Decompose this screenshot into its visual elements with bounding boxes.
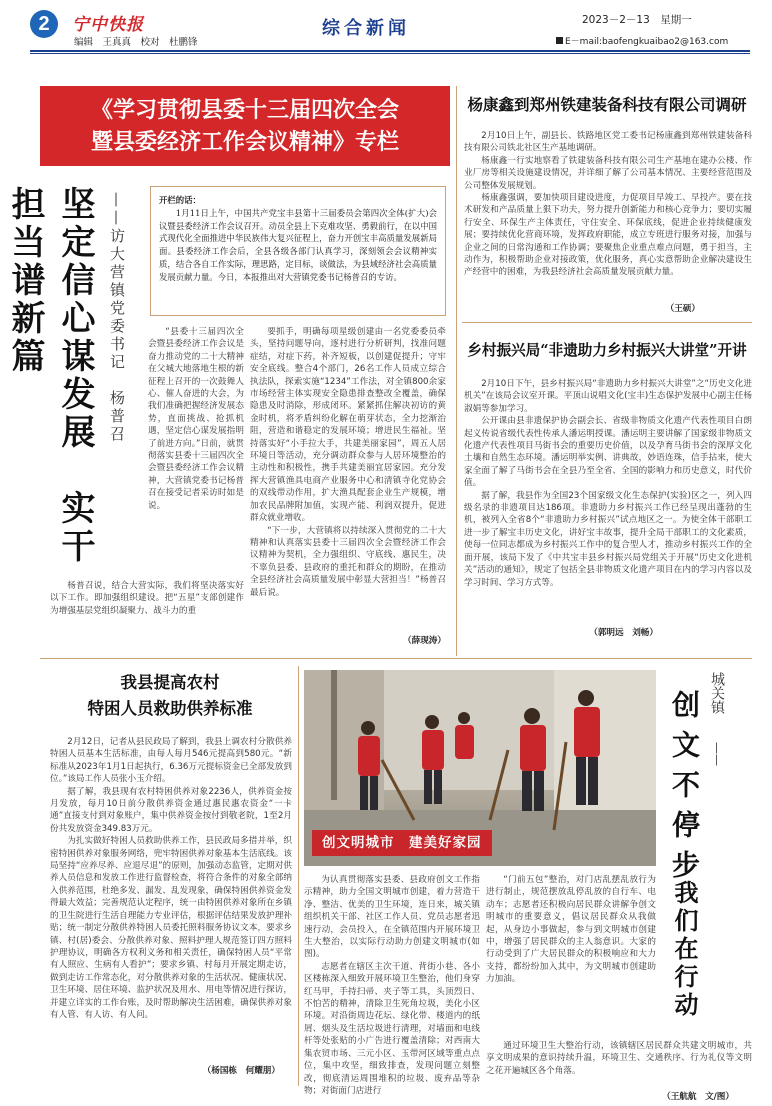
yang-credit: （王硕） bbox=[665, 304, 700, 314]
heritage-credit: （郭明远 刘畅） bbox=[589, 628, 658, 638]
support-article-body bbox=[50, 736, 292, 1062]
email-line bbox=[556, 34, 728, 47]
clean-article-col2 bbox=[486, 874, 656, 1040]
clean-sidebar-label: 城关镇 bbox=[709, 672, 725, 714]
clean-para4: 通过环境卫生大整治行动，该镇辖区居民群众共建文明城市，共享文明成果的意识持续升温，环境卫生、交通秩序、行为礼仪等文明之花开遍城区各个角落。 bbox=[486, 1041, 752, 1076]
support-title-line1: 我县提高农村 bbox=[120, 673, 220, 692]
yang-para2: 杨康鑫一行实地察看了铁建装备科技有限公司生产基地在建办公楼、作业厂房等相关设施建设情况，并详细了解了公司基本情况、主要经营范围及公司整体发展规划。 bbox=[464, 155, 752, 191]
page-number: 2 bbox=[38, 13, 50, 35]
support-para3: 为扎实做好特困人员救助供养工作，县民政局多措并举，织密特困供养对象服务网络，兜牢特困供养对象基本生活底线。该局坚持“应养尽养、应退尽退”的原则，加强动态监管，定期对供养人员信息和发放工作进行监督检查，将符合条件的对象全部纳入供养范围，杜绝多发、漏发、乱发现象，确保特困供养资金发得最大效益；完善规范认定程序，统一由特困供养对象所在乡镇的卫生院进行生活自理能力专业评估，根据评估结果发放护理补贴；统一制定分散供养特困人员委托照料服务协议文本，要求乡镇、村(居)委会、分散供养对象、照料护理人规范签订四方照料护理协议，明确各方权利义务和相关责任，确保特困人员“平常有人照应、生病有人看护”；要求乡镇、村每月开展定期走访，做到走访工作常态化，对分散供养对象的生活状况、健康状况、卫生环境、居住环境、监护状况及用水、用电等情况进行探访，并建立详实的工作台账，及时帮助解决生活困难，确保供养对象有人管、有人访、有人问。 bbox=[50, 836, 292, 1020]
yang-article-title: 杨康鑫到郑州铁建装备科技有限公司调研 bbox=[467, 95, 747, 114]
header-rule bbox=[30, 50, 750, 52]
clean-sidebar-title2: 我们在行动 bbox=[670, 880, 699, 1020]
feature-subtitle: ——访大营镇党委书记 杨普召 bbox=[108, 192, 126, 444]
cleanup-photo bbox=[304, 670, 656, 866]
clean-sidebar-dash: —— bbox=[710, 742, 724, 766]
editor-note-text: 1月11日上午，中国共产党宝丰县第十三届委员会第四次全体(扩大)会议暨县委经济工作会议召开。动员全县上下克难攻坚、勇毅前行，在以中国式现代化全面推进中华民族伟大复兴征程上，奋力开创宝丰高质量发展新局面。县委经济工作会后，全县各级各部门认真学习，深刻领会会议精神实质，结合各自工作实际，理思路，定目标，谈做法，为县域经济社会高质量发展贡献力量。今日，本报推出对大营镇党委书记杨普召的专访。 bbox=[159, 207, 437, 282]
feature-title: 坚定信心谋发展 实干担当谱新篇 bbox=[5, 186, 95, 566]
clean-article-col1 bbox=[304, 874, 480, 1096]
column-banner bbox=[40, 86, 450, 166]
feature-col1 bbox=[148, 326, 244, 580]
masthead: 宁中快报 bbox=[72, 15, 144, 35]
photo-caption-text: 创文明城市 建美好家园 bbox=[322, 835, 482, 851]
email-text: E－mail:baofengkuaibao2@163.com bbox=[565, 37, 729, 47]
feature-credit: （薛现涛） bbox=[403, 636, 446, 646]
clean-credit: （王航航 文/图） bbox=[662, 1092, 734, 1102]
heritage-article-body bbox=[464, 378, 752, 624]
editor-note-box bbox=[150, 186, 446, 316]
clean-para3: “门前五包”整治，对门店乱摆乱放行为进行制止，规范摆放乱停乱放的自行车、电动车；志愿者还积极向居民群众讲解争创文明城市的重要意义，倡议居民群众从我做起，从身边小事做起，参与到文明城市创建中，增强了居民群众的主人翁意识。大家的行动受到了广大居民群众的积极响应和大力支持，都纷纷加入其中，为文明城市创建助力加油。 bbox=[486, 875, 656, 985]
editor-note-label: 开栏的话： bbox=[159, 195, 201, 205]
banner-title-line2: 暨县委经济工作会议精神》专栏 bbox=[90, 129, 399, 155]
yang-para1: 2月10日上午，副县长、铁路地区党工委书记杨康鑫到郑州铁建装备科技有限公司铁北社区生产基地调研。 bbox=[464, 131, 752, 154]
feature-col1-para1: “县委十三届四次全会暨县委经济工作会议是奋力推动党的二十大精神在父城大地落地生根的新征程上召开的一次鼓舞人心、催人奋进的大会，为我们准确把握经济发展态势，直面挑战、抢抓机遇，坚定信心谋发展指明了前进方向。”日前，就贯彻落实县委十三届四次全会暨县委经济工作会议精神，大营镇党委书记杨普召在接受记者采访时如是说。 bbox=[148, 327, 244, 511]
heritage-para1: 2月10日下午，县乡村振兴局“非遗助力乡村振兴大讲堂”之“历史文化进机关”在该局会议室开课。平顶山说唱文化(宝丰)生态保护发展中心副主任杨淑娟等参加学习。 bbox=[464, 379, 752, 414]
feature-col1-bottom bbox=[50, 580, 244, 648]
clean-para1: 为认真贯彻落实县委、县政府创文工作指示精神，助力全国文明城市创建，着力营造干净、整洁、优美的卫生环境，连日来，城关镇组织机关干部、社区工作人员、党员志愿者迅速行动，会员投入，在全镇范围内开展环境卫生大整治，以实际行动助力创建文明城市(如图)。 bbox=[304, 875, 480, 960]
clean-para2: 志愿者在辖区主次干道、背街小巷、各小区楼栋深入细致开展环境卫生整治，他们身穿红马甲，手持扫帚、夹子等工具，头顶烈日、不怕苦的精神，清除卫生死角垃圾，美化小区环境。对沿街周边花坛、绿化带、楼道内的纸屑、烟头及生活垃圾进行清理，对墙面和电线杆等处张贴的小广告进行覆盖清除；对西南大集农贸市场、三元小区、玉带河区域等重点点位，集中攻坚，细致排查，发现问题立刻整改，彻底清运周围堆积的垃圾、废弃品等杂物；对街面门店进行 bbox=[304, 961, 480, 1096]
issue-date: 2023－2－13 星期一 bbox=[582, 14, 692, 26]
column-divider-lower bbox=[298, 666, 299, 1086]
support-para2: 据了解，我县现有农村特困供养对象2236人，供养资金按月发放，每月10日前分散供养资金通过惠民惠农资金“一卡通”直接支付到对象账户，集中供养资金按付到敬老院，1至2月份共发放资金349.83万元。 bbox=[50, 786, 292, 834]
feature-col2-para2: “下一步，大营镇将以持续深入贯彻党的二十大精神和认真落实县委十三届四次全会暨经济工作会议精神为契机，全力强组织、守底线、惠民生，决不辜负县委、县政府的重托和群众的期盼，在推动全县经济社会高质量发展中彰显大营担当！”杨普召最后说。 bbox=[250, 525, 446, 598]
staff-line: 编辑 王真真 校对 杜鹏锋 bbox=[74, 37, 198, 48]
heritage-article-title: 乡村振兴局“非遗助力乡村振兴大讲堂”开讲 bbox=[467, 342, 747, 359]
header-rule-thin bbox=[30, 53, 750, 54]
page-number-badge bbox=[30, 10, 58, 38]
yang-article-body bbox=[464, 130, 752, 310]
page-header bbox=[0, 0, 772, 70]
clean-article-bottom bbox=[486, 1040, 752, 1090]
yang-para3: 杨康鑫强调，要加快项目建设进度，力促项目早竣工、早投产。要在技术研发和产品质量上狠下功夫，努力提升创新能力和核心竞争力；要切实履行安全、环保生产主体责任，守住安全、环保底线，促进企业持续健康发展；要持续优化营商环境，发挥政府职能，成立专班进行服务对接，加强与企业之间的日常沟通和工作协调；要聚焦企业重点难点问题，勇于担当，主动作为，积极帮助企业对接政策，优化服务，真心实意帮助企业解决建设生产经营中的困难，为我县经济社会高质量发展贡献力量。 bbox=[464, 193, 752, 278]
heritage-para3: 据了解，我县作为全国23个国家级文化生态保护(实验)区之一，列入四级名录的非遗项目达186项。非遗助力乡村振兴工作已经呈现出蓬勃的生机，被列入全省8个“非遗助力乡村振兴”试点地区之一。为使全体干部职工进一步了解宝丰历史文化，讲好宝丰故事，提升全局干部职工的文化素质，使每一位同志都成为乡村振兴工作中的复合型人才，推动乡村振兴工作的全面开展，该局下发了《中共宝丰县乡村振兴局党组关于开展“历史文化进机关”活动的通知》，规定了包括全县非物质文化遗产项目在内的学习内容以及学习时间、学习方式等。 bbox=[464, 490, 752, 588]
support-para1: 2月12日，记者从县民政局了解到，我县上调农村分散供养特困人员基本生活标准，由每人每月546元提高到580元。“新标准从2023年1月1日起执行，6.36万元提标资金已全部发放到位。”该局工作人员张小玉介绍。 bbox=[50, 737, 292, 785]
support-article-title bbox=[50, 670, 290, 722]
heritage-para2: 公开课由县非遗保护协会副会长、省级非物质文化遗产代表性项目白朗起义传说省级代表性传承人潘运明授课。潘运明主要讲解了国家级非物质文化遗产代表性项目马街书会的重要历史价值，以及孕育马街书会的深厚文化土壤和自然生态环境。潘运明举实例、讲典故，妙语连珠，信手拈来，使大家全面了解了马街书会在全县乃至全省、全国的影响力和历史意义，时代价值。 bbox=[464, 416, 752, 489]
support-credit: （杨国栋 何耀朋） bbox=[202, 1066, 280, 1076]
square-icon bbox=[556, 37, 563, 44]
feature-col2-para1: 要抓手，明确每项星级创建由一名党委委员牵头，坚持问题导向，逐村进行分析研判，找准问题症结，对症下药，补齐短板，以创建促提升；守牢安全底线。整合4个部门，26名工作人员成立综合执法队，探索实施“1234”工作法，对全镇800余家市场经营主体实现安全隐患排查整改全覆盖，确保隐患及时消除，形成闭环。紧紧抓住解决初访的黄金时机，将矛盾纠纷化解在萌芽状态，全力挖渐治阻，营造和谐稳定的发展环境；增进民生福祉。坚持落实好“小手拉大手，共建美丽家园”，周五人居环境日等活动，充分调动群众参与人居环境整治的主动性和积极性，携手共建美丽宜居家园。充分发挥大营镇渔具电商产业服务中心和清镇寺化党协会的双线带动作用，扩大渔具配套企业生产规模，增加农民品牌附加值，实现产能、利润双提升，促进群众就业增收。 bbox=[250, 327, 446, 524]
support-title-line2: 特困人员救助供养标准 bbox=[87, 699, 253, 718]
section-title: 综合新闻 bbox=[322, 18, 410, 39]
photo-caption bbox=[312, 830, 492, 856]
feature-col2 bbox=[250, 326, 446, 636]
clean-sidebar-title1: 创文不停步 bbox=[668, 690, 701, 890]
rule-right-1 bbox=[462, 322, 752, 323]
rule-mid bbox=[40, 658, 752, 659]
banner-title-line1: 《学习贯彻县委十三届四次全会 bbox=[90, 97, 399, 123]
column-divider bbox=[456, 86, 457, 656]
feature-col1-para2: 杨普召说，结合大营实际，我们将坚决落实好以下工作。即加强组织建设。把“五星”支部创建作为增强基层党组织凝聚力、战斗力的重 bbox=[50, 581, 244, 616]
